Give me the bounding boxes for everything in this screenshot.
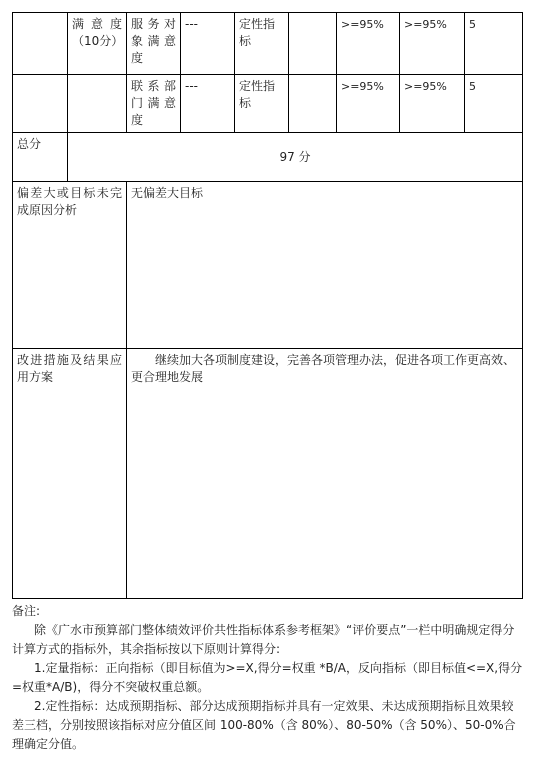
notes-title: 备注: xyxy=(12,604,41,618)
improvement-content: 继续加大各项制度建设，完善各项管理办法，促进各项工作更高效、更合理地发展 xyxy=(127,349,523,599)
performance-table xyxy=(12,12,523,599)
blank-cell xyxy=(289,13,337,75)
score-cell: 5 xyxy=(465,13,523,75)
indicator-cell: 服务对象满意度 xyxy=(127,13,181,75)
dash-cell: --- xyxy=(181,13,235,75)
notes-paragraph: 1.定量指标：正向指标（即目标值为>=X,得分=权重 *B/A，反向指标（即目标值<=X,得分=权重*A/B)，得分不突破权重总额。 xyxy=(12,661,523,694)
empty-cell xyxy=(13,13,68,75)
actual-cell: >=95% xyxy=(400,75,465,133)
total-row xyxy=(13,133,523,182)
notes-paragraph: 2.定性指标：达成预期指标、部分达成预期指标并具有一定效果、未达成预期指标且效果较差三档，分别按照该指标对应分值区间 100-80%（含 80%）、80-50%（含 50%）、50-0%合理确定分值。 xyxy=(12,699,516,751)
indicator-cell: 联系部门满意度 xyxy=(127,75,181,133)
deviation-label: 偏差大或目标未完成原因分析 xyxy=(13,182,127,349)
table-row xyxy=(13,75,523,133)
empty-cell xyxy=(68,75,127,133)
notes-section xyxy=(12,602,524,754)
actual-cell: >=95% xyxy=(400,13,465,75)
deviation-content: 无偏差大目标 xyxy=(127,182,523,349)
dash-cell: --- xyxy=(181,75,235,133)
empty-cell xyxy=(13,75,68,133)
target-cell: >=95% xyxy=(337,13,400,75)
total-label: 总分 xyxy=(13,133,68,182)
total-score: 97 分 xyxy=(68,133,523,182)
blank-cell xyxy=(289,75,337,133)
target-cell: >=95% xyxy=(337,75,400,133)
improvement-label: 改进措施及结果应用方案 xyxy=(13,349,127,599)
notes-paragraph: 除《广水市预算部门整体绩效评价共性指标体系参考框架》“评价要点”一栏中明确规定得分计算方式的指标外，其余指标按以下原则计算得分: xyxy=(12,623,515,656)
score-cell: 5 xyxy=(465,75,523,133)
category-cell: 满意度（10分） xyxy=(68,13,127,75)
deviation-row xyxy=(13,182,523,349)
type-cell: 定性指标 xyxy=(235,75,289,133)
table-row xyxy=(13,13,523,75)
type-cell: 定性指标 xyxy=(235,13,289,75)
improvement-row xyxy=(13,349,523,599)
